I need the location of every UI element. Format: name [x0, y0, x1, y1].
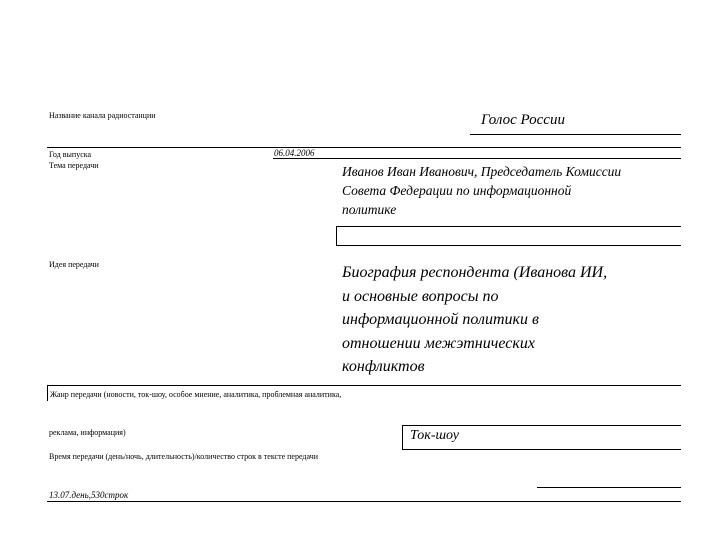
topic-line: политике — [342, 202, 397, 217]
idea-line: Биография респондента (Иванова ИИ, — [342, 264, 608, 281]
time-underline — [47, 501, 681, 502]
idea-label: Идея передачи — [49, 260, 99, 269]
idea-underline — [47, 385, 681, 386]
year-label: Год выпуска — [49, 150, 92, 159]
topic-underline — [336, 245, 681, 246]
topic-label: Тема передачи — [49, 161, 99, 170]
year-value: 06.04.2006 — [274, 148, 315, 158]
genre-label-line2: реклама, информация) — [49, 428, 126, 437]
genre-box-top — [402, 425, 681, 426]
genre-value: Ток-шоу — [410, 428, 459, 443]
time-value: 13.07.день,530строк — [49, 490, 129, 500]
topic-box-top — [336, 226, 681, 227]
station-underline — [470, 134, 681, 135]
station-label: Название канала радиостанции — [49, 111, 156, 120]
topic-line: Совета Федерации по информационной — [342, 183, 572, 198]
idea-value — [342, 261, 607, 379]
idea-line: информационной политики в — [342, 311, 539, 328]
time-right-underline — [537, 487, 681, 488]
genre-box-left — [402, 425, 403, 450]
topic-box-left — [336, 226, 337, 246]
idea-line: и основные вопросы по — [342, 287, 499, 305]
station-value: Голос России — [481, 112, 565, 128]
time-label: Время передачи (день/ночь, длительность)/количество строк в тексте передачи — [49, 452, 319, 461]
genre-underline — [402, 449, 681, 450]
year-top-rule — [47, 147, 681, 148]
idea-line: отношении межэтнических — [342, 334, 535, 352]
genre-label-line1: Жанр передачи (новости, ток-шоу, особое мнение, аналитика, проблемная аналитика, — [50, 390, 342, 399]
idea-line: конфликтов — [342, 358, 425, 375]
year-underline — [273, 158, 681, 159]
topic-value — [342, 162, 621, 219]
topic-line: Иванов Иван Иванович, Председатель Комиссии — [342, 164, 622, 179]
genre-box-left — [47, 385, 48, 401]
